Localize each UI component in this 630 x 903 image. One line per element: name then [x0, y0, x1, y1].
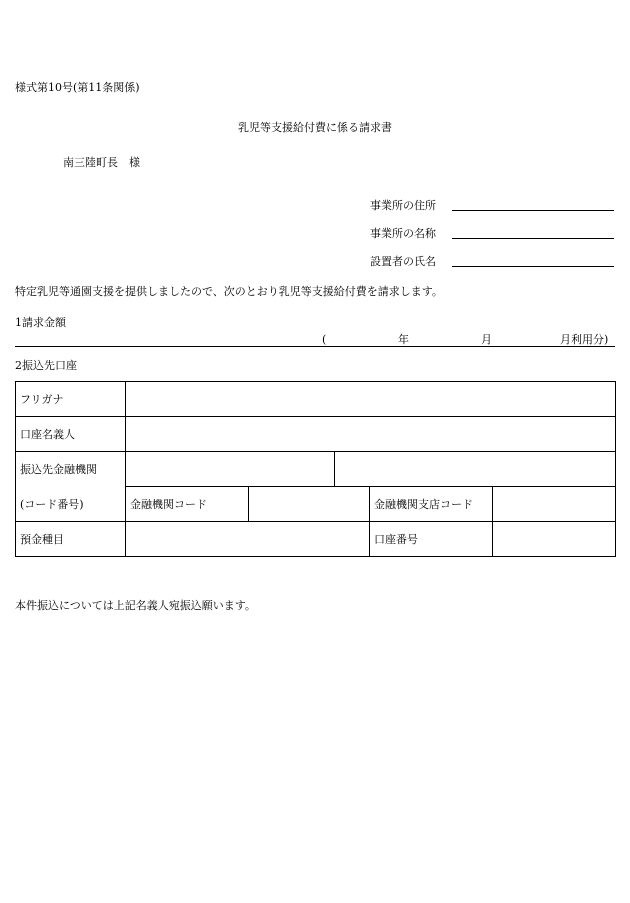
bank-code-label: 金融機関コード [126, 487, 249, 522]
claim-amount-field[interactable] [15, 346, 615, 347]
code-number-label: (コード番号) [16, 487, 126, 522]
branch-name-field[interactable] [335, 452, 616, 487]
account-type-field[interactable] [126, 522, 370, 557]
claim-amount-heading: 1請求金額 [15, 316, 66, 329]
period-open-paren: ( [322, 333, 327, 346]
account-table [15, 381, 616, 557]
period-year-label: 年 [398, 333, 409, 346]
form-number: 様式第10号(第11条関係) [15, 81, 140, 94]
facility-name-field[interactable] [452, 238, 614, 239]
account-number-field[interactable] [493, 522, 616, 557]
furigana-field[interactable] [126, 382, 616, 417]
founder-name-label: 設置者の氏名 [370, 255, 436, 268]
period-usage-label: 月利用分) [560, 333, 609, 346]
founder-name-field[interactable] [452, 266, 614, 267]
document-title: 乳児等支援給付費に係る請求書 [238, 121, 392, 134]
closing-text: 本件振込については上記名義人宛振込願います。 [15, 599, 256, 612]
address-label: 事業所の住所 [370, 199, 436, 212]
bank-label: 振込先金融機関 [16, 452, 126, 487]
bank-name-field[interactable] [126, 452, 335, 487]
branch-code-label: 金融機関支店コード [370, 487, 493, 522]
bank-row [16, 452, 616, 487]
claim-statement: 特定乳児等通園支援を提供しましたので、次のとおり乳児等支援給付費を請求します。 [15, 285, 443, 298]
account-type-label: 預金種目 [16, 522, 126, 557]
account-heading: 2振込先口座 [15, 359, 77, 372]
period-month-label: 月 [481, 333, 492, 346]
account-type-row [16, 522, 616, 557]
holder-row [16, 417, 616, 452]
facility-name-label: 事業所の名称 [370, 227, 436, 240]
address-field[interactable] [452, 210, 614, 211]
addressee: 南三陸町長 様 [63, 156, 140, 169]
branch-code-field[interactable] [493, 487, 616, 522]
furigana-row [16, 382, 616, 417]
account-number-label: 口座番号 [370, 522, 493, 557]
furigana-label: フリガナ [16, 382, 126, 417]
code-row [16, 487, 616, 522]
holder-field[interactable] [126, 417, 616, 452]
bank-code-field[interactable] [249, 487, 370, 522]
holder-label: 口座名義人 [16, 417, 126, 452]
